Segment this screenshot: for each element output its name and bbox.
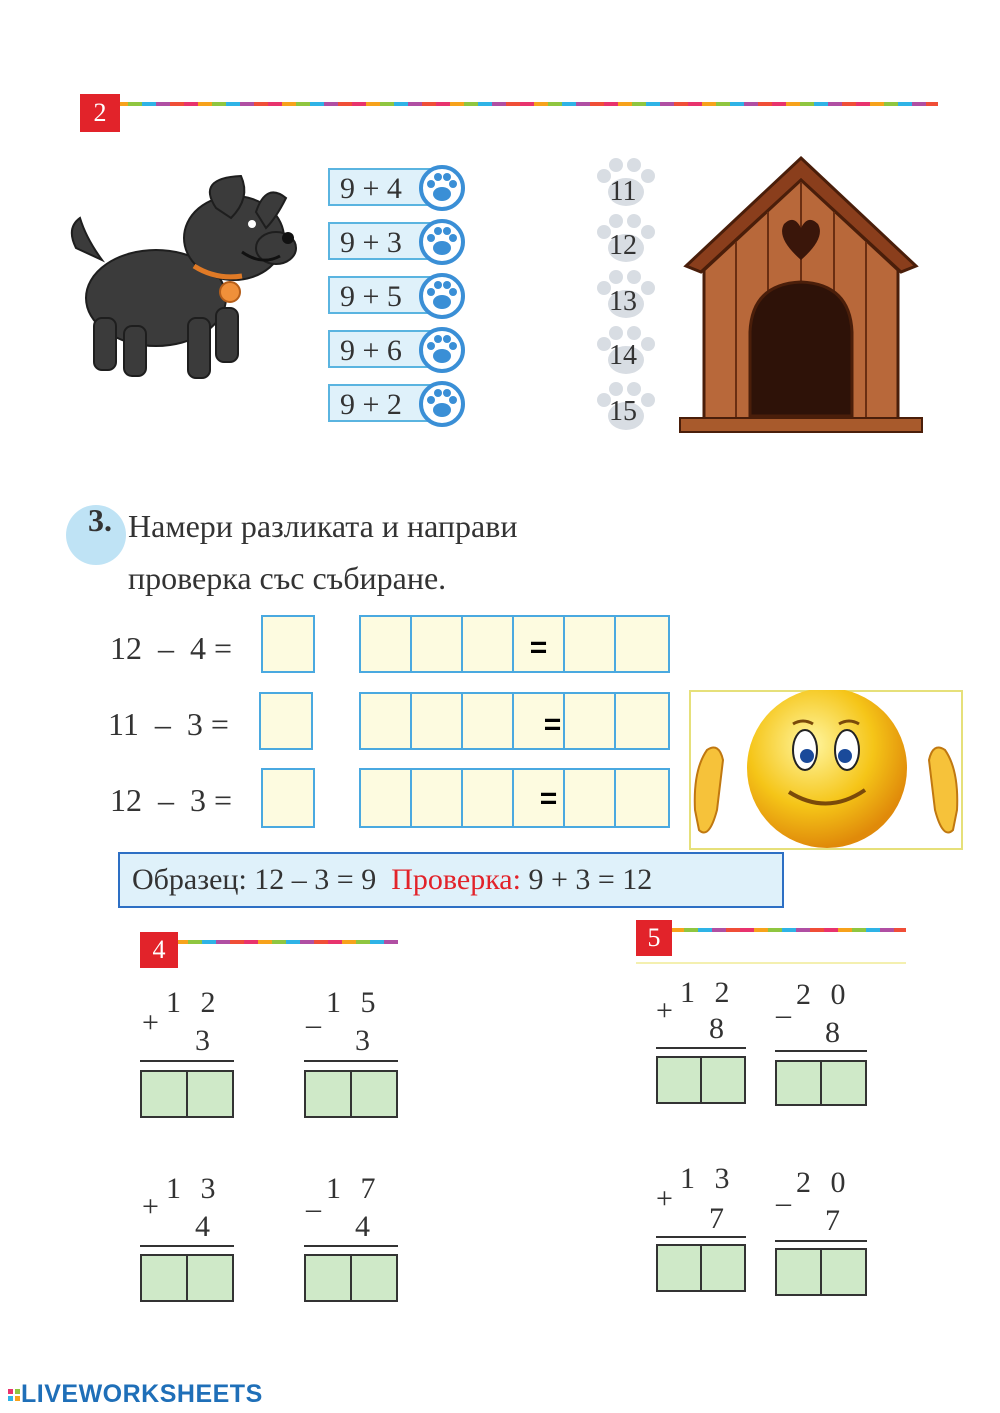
result-cell[interactable] (188, 1072, 232, 1116)
result-cell[interactable] (702, 1246, 744, 1290)
task3-number: 3. (88, 502, 112, 538)
answer-number: 13 (609, 286, 637, 317)
subtraction-expression: 12 – 4 = (110, 630, 233, 666)
result-cell[interactable] (352, 1072, 396, 1116)
result-cell[interactable] (777, 1062, 822, 1104)
result-box (140, 1070, 234, 1118)
thinking-emoji-illustration (689, 690, 963, 850)
result-cell[interactable] (822, 1250, 865, 1294)
plus-sign: + (142, 1190, 159, 1223)
sum-line (140, 1060, 234, 1062)
bottom-number: 3 (355, 1024, 376, 1057)
plus-sign: + (142, 1006, 159, 1039)
task5-underline (636, 962, 906, 964)
liveworksheets-logo (8, 1380, 263, 1409)
expression-box: 9 + 6 (328, 330, 438, 368)
check-grid (359, 615, 670, 673)
check-cell[interactable] (361, 617, 412, 671)
answer-number: 14 (609, 340, 637, 371)
check-cell[interactable] (616, 617, 667, 671)
sum-line (656, 1047, 746, 1049)
result-box (656, 1244, 746, 1292)
sum-line (304, 1245, 398, 1247)
result-box (304, 1070, 398, 1118)
bottom-number: 3 (195, 1024, 216, 1057)
result-cell[interactable] (822, 1062, 865, 1104)
check-cell[interactable] (565, 694, 616, 748)
subtraction-expression: 11 – 3 = (108, 706, 229, 742)
result-box (656, 1056, 746, 1104)
sum-line (656, 1236, 746, 1238)
check-cell[interactable] (463, 694, 514, 748)
equals-cell: = (514, 694, 565, 748)
check-cell[interactable] (565, 617, 616, 671)
check-cell[interactable] (463, 617, 514, 671)
bottom-number: 8 (825, 1016, 846, 1049)
sum-line (304, 1060, 398, 1062)
paw-connector-icon[interactable] (418, 272, 466, 320)
minus-sign: – (776, 998, 791, 1031)
subtraction-expression: 12 – 3 = (110, 782, 233, 818)
minus-sign: – (776, 1186, 791, 1219)
task3-title-line1: Намери разликата и направи (128, 508, 518, 544)
task2-number: 2 (80, 94, 120, 132)
brand-text: LIVEWORKSHEETS (21, 1380, 263, 1408)
equals-cell: = (514, 770, 565, 826)
check-cell[interactable] (463, 770, 514, 826)
paw-connector-icon[interactable] (418, 326, 466, 374)
top-number: 2 0 (796, 978, 852, 1011)
expression-box: 9 + 5 (328, 276, 438, 314)
check-cell[interactable] (361, 694, 412, 748)
sum-line (775, 1050, 867, 1052)
top-number: 1 7 (326, 1172, 382, 1205)
plus-sign: + (656, 1182, 673, 1215)
sum-line (775, 1240, 867, 1242)
expression-box: 9 + 2 (328, 384, 438, 422)
top-number: 2 0 (796, 1166, 852, 1199)
sum-line (140, 1245, 234, 1247)
check-grid (359, 692, 670, 750)
equals-cell: = (514, 617, 565, 671)
brand-grid-icon (8, 1389, 20, 1401)
top-number: 1 5 (326, 986, 382, 1019)
paw-connector-icon[interactable] (418, 218, 466, 266)
check-cell[interactable] (565, 770, 616, 826)
check-cell[interactable] (616, 770, 667, 826)
answer-input-box[interactable] (261, 768, 315, 828)
paw-connector-icon[interactable] (418, 380, 466, 428)
task5-divider (656, 928, 906, 932)
answer-input-box[interactable] (261, 615, 315, 673)
bottom-number: 7 (709, 1202, 730, 1235)
task3-title-line2: проверка със събиране. (128, 560, 447, 596)
expression-box: 9 + 3 (328, 222, 438, 260)
sample-label: Образец: 12 – 3 = 9 (132, 863, 392, 896)
check-cell[interactable] (412, 770, 463, 826)
minus-sign: – (306, 1192, 321, 1225)
bottom-number: 4 (195, 1210, 216, 1243)
result-cell[interactable] (188, 1256, 232, 1300)
answer-input-box[interactable] (259, 692, 313, 750)
bottom-number: 7 (825, 1204, 846, 1237)
top-number: 1 2 (166, 986, 222, 1019)
paw-connector-icon[interactable] (418, 164, 466, 212)
check-expression: 9 + 3 = 12 (520, 863, 653, 896)
check-cell[interactable] (361, 770, 412, 826)
task5-number: 5 (636, 920, 672, 956)
task4-divider (160, 940, 398, 944)
plus-sign: + (656, 994, 673, 1027)
check-label: Проверка: (391, 863, 521, 896)
task2-divider (100, 102, 938, 106)
check-grid (359, 768, 670, 828)
top-number: 1 2 (680, 976, 736, 1009)
result-cell[interactable] (777, 1250, 822, 1294)
answer-number: 11 (609, 176, 637, 207)
result-box (140, 1254, 234, 1302)
bottom-number: 4 (355, 1210, 376, 1243)
check-cell[interactable] (412, 694, 463, 748)
sample-box (118, 852, 784, 908)
bottom-number: 8 (709, 1012, 730, 1045)
result-cell[interactable] (658, 1058, 702, 1102)
result-cell[interactable] (142, 1256, 188, 1300)
top-number: 1 3 (680, 1162, 736, 1195)
check-cell[interactable] (412, 617, 463, 671)
result-cell[interactable] (352, 1256, 396, 1300)
result-cell[interactable] (306, 1256, 352, 1300)
task4-number: 4 (140, 932, 178, 968)
answer-number: 12 (609, 230, 637, 261)
result-cell[interactable] (658, 1246, 702, 1290)
expression-box: 9 + 4 (328, 168, 438, 206)
top-number: 1 3 (166, 1172, 222, 1205)
result-cell[interactable] (306, 1072, 352, 1116)
dog-illustration (66, 168, 298, 392)
doghouse-illustration (676, 154, 926, 436)
result-cell[interactable] (702, 1058, 744, 1102)
result-box (775, 1060, 867, 1106)
result-cell[interactable] (142, 1072, 188, 1116)
result-box (775, 1248, 867, 1296)
answer-number: 15 (609, 396, 637, 427)
minus-sign: – (306, 1008, 321, 1041)
result-box (304, 1254, 398, 1302)
check-cell[interactable] (616, 694, 667, 748)
